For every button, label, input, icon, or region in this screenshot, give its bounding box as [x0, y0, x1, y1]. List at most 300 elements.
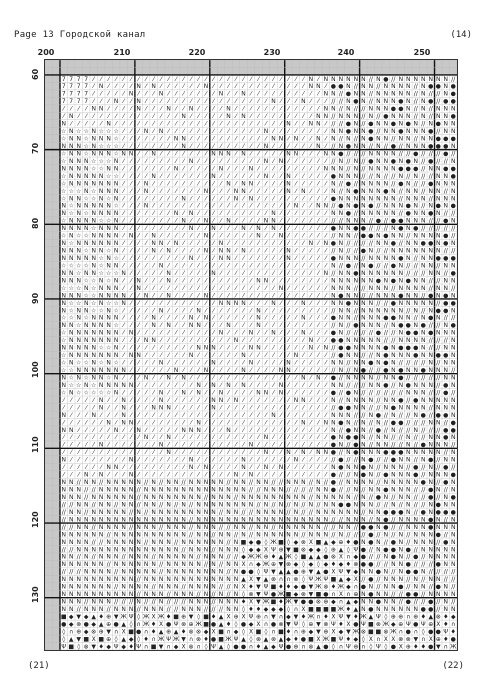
stitch-symbol: ⁄ — [248, 352, 253, 359]
stitch-symbol: ⁄ — [151, 330, 156, 337]
stitch-symbol: // — [354, 83, 359, 90]
stitch-symbol: ⁄ — [189, 165, 194, 172]
stitch-symbol: N — [429, 307, 434, 314]
stitch-symbol: ● — [443, 427, 448, 434]
stitch-symbol: N — [204, 367, 209, 374]
stitch-symbol: // — [354, 248, 359, 255]
stitch-symbol: N — [166, 569, 171, 576]
stitch-symbol: ☆ — [106, 270, 111, 277]
stitch-symbol: ■ — [98, 636, 104, 643]
stitch-symbol: ⁄ — [278, 106, 283, 113]
stitch-symbol: ⁄ — [219, 442, 224, 449]
stitch-symbol: // — [354, 180, 359, 187]
stitch-symbol: N — [376, 292, 381, 299]
stitch-symbol: ● — [301, 584, 306, 591]
stitch-symbol: ⁄ — [226, 83, 231, 90]
stitch-symbol: N — [99, 606, 104, 613]
stitch-symbol: // — [331, 531, 336, 538]
stitch-symbol: ⁄ — [248, 173, 253, 180]
stitch-symbol: N — [129, 546, 134, 553]
stitch-symbol: ⁄ — [286, 106, 291, 113]
stitch-symbol: ⁄ — [286, 270, 291, 277]
stitch-symbol: ▼ — [106, 628, 111, 635]
stitch-symbol: ⊗ — [196, 628, 201, 635]
stitch-symbol: ☆ — [113, 300, 118, 307]
stitch-symbol: ▼ — [279, 561, 284, 568]
stitch-symbol: ⁄ — [234, 106, 239, 113]
stitch-symbol: ⁄ — [278, 210, 283, 217]
stitch-symbol: N — [354, 397, 359, 404]
stitch-symbol: N — [226, 516, 231, 523]
stitch-symbol: ● — [383, 546, 388, 553]
stitch-symbol: // — [421, 180, 426, 187]
stitch-symbol: N — [429, 270, 434, 277]
stitch-symbol: ☆ — [84, 360, 89, 367]
stitch-symbol: ⁄ — [286, 76, 291, 83]
stitch-symbol: N — [429, 367, 434, 374]
stitch-symbol: N — [369, 472, 374, 479]
stitch-symbol: ⁄ — [278, 457, 283, 464]
stitch-symbol: N — [91, 479, 96, 486]
stitch-symbol: ⁄ — [293, 360, 298, 367]
stitch-symbol: // — [354, 419, 359, 426]
stitch-symbol: ⁄ — [226, 367, 231, 374]
stitch-symbol: ● — [398, 584, 403, 591]
stitch-symbol: ● — [248, 569, 253, 576]
stitch-symbol: N — [226, 322, 231, 329]
stitch-symbol: ⁄ — [256, 419, 261, 426]
stitch-symbol: ⁄ — [181, 106, 186, 113]
stitch-symbol: N — [346, 76, 351, 83]
stitch-symbol: ⁄ — [174, 412, 179, 419]
stitch-symbol: N — [219, 479, 224, 486]
stitch-symbol: ● — [451, 165, 456, 172]
stitch-symbol: ⁄ — [323, 427, 328, 434]
stitch-symbol: ⁄ — [174, 472, 179, 479]
stitch-symbol: ⁄ — [174, 255, 179, 262]
stitch-symbol: ● — [428, 606, 433, 613]
stitch-symbol: ⁄ — [301, 113, 306, 120]
stitch-symbol: ⊕ — [181, 613, 186, 620]
stitch-symbol: ▲ — [219, 621, 224, 628]
stitch-symbol: ⁄ — [256, 128, 261, 135]
stitch-symbol: N — [121, 584, 126, 591]
stitch-symbol: ⁄ — [196, 434, 201, 441]
stitch-symbol: ● — [398, 106, 403, 113]
stitch-symbol: // — [339, 136, 344, 143]
stitch-symbol: ⁄ — [151, 98, 156, 105]
stitch-symbol: ⁄ — [316, 158, 321, 165]
stitch-symbol: N — [406, 487, 411, 494]
stitch-symbol: N — [196, 389, 201, 396]
stitch-symbol: N — [204, 599, 209, 606]
stitch-symbol: ⁄ — [91, 113, 96, 120]
stitch-symbol: N — [399, 606, 404, 613]
stitch-symbol: N — [69, 599, 74, 606]
stitch-symbol: ⁄ — [69, 449, 74, 456]
stitch-symbol: Ж — [285, 554, 292, 561]
stitch-symbol: ⁄ — [219, 374, 224, 381]
stitch-symbol: N — [174, 584, 179, 591]
stitch-symbol: N — [301, 300, 306, 307]
stitch-symbol: N — [76, 367, 81, 374]
stitch-symbol: ⁄ — [308, 404, 313, 411]
stitch-symbol: // — [212, 599, 217, 606]
stitch-symbol: ⁄ — [256, 374, 261, 381]
stitch-symbol: N — [99, 494, 104, 501]
stitch-symbol: ⁄ — [61, 464, 66, 471]
stitch-symbol: N — [391, 150, 396, 157]
stitch-symbol: N — [219, 539, 224, 546]
stitch-symbol: // — [271, 524, 276, 531]
stitch-symbol: ⊕ — [338, 539, 343, 546]
stitch-symbol: ● — [451, 300, 456, 307]
stitch-symbol: N — [189, 255, 194, 262]
stitch-symbol: ∩ — [279, 576, 283, 583]
stitch-symbol: N — [279, 285, 284, 292]
stitch-symbol: N — [129, 606, 134, 613]
stitch-symbol: ⁄ — [271, 307, 276, 314]
stitch-symbol: ⁄ — [121, 345, 126, 352]
stitch-symbol: N — [151, 591, 156, 598]
stitch-symbol: N — [301, 479, 306, 486]
stitch-symbol: ⁄ — [129, 218, 134, 225]
stitch-symbol: N — [354, 367, 359, 374]
stitch-symbol: N — [226, 606, 231, 613]
stitch-symbol: ⁄ — [189, 136, 194, 143]
stitch-symbol: ☆ — [84, 248, 89, 255]
stitch-symbol: N — [189, 606, 194, 613]
stitch-symbol: ⁄ — [174, 382, 179, 389]
stitch-symbol: N — [196, 382, 201, 389]
stitch-symbol: N — [361, 76, 366, 83]
stitch-symbol: ⁄ — [144, 322, 149, 329]
stitch-symbol: ⁄ — [323, 158, 328, 165]
stitch-symbol: ● — [428, 98, 433, 105]
stitch-symbol: ◊ — [242, 546, 245, 553]
stitch-symbol: ⁄ — [263, 404, 268, 411]
stitch-symbol: ⁄ — [181, 464, 186, 471]
stitch-symbol: ⁄ — [286, 464, 291, 471]
stitch-symbol: N — [369, 255, 374, 262]
stitch-symbol: N — [129, 419, 134, 426]
stitch-symbol: ● — [331, 173, 336, 180]
stitch-symbol: ⁄ — [174, 397, 179, 404]
stitch-symbol: ● — [421, 412, 426, 419]
stitch-symbol: ⁄ — [204, 195, 209, 202]
stitch-symbol: ⁄ — [204, 76, 209, 83]
stitch-symbol: ⁄ — [129, 434, 134, 441]
stitch-symbol: ⁄ — [278, 143, 283, 150]
stitch-symbol: N — [354, 292, 359, 299]
stitch-symbol: ⁄ — [256, 76, 261, 83]
stitch-symbol: N — [324, 494, 329, 501]
stitch-symbol: N — [189, 315, 194, 322]
stitch-symbol: ⁄ — [159, 188, 164, 195]
stitch-symbol: ⁄ — [84, 449, 89, 456]
stitch-symbol: ☆ — [69, 188, 74, 195]
stitch-symbol: ▲ — [264, 643, 269, 650]
stitch-symbol: N — [84, 330, 89, 337]
stitch-symbol: ● — [376, 599, 381, 606]
stitch-symbol: ⁄ — [196, 464, 201, 471]
stitch-symbol: ⁄ — [248, 203, 253, 210]
stitch-symbol: ⁄ — [248, 106, 253, 113]
stitch-symbol: ⊗ — [316, 599, 321, 606]
stitch-symbol: N — [144, 374, 149, 381]
stitch-symbol: // — [421, 419, 426, 426]
stitch-symbol: ☆ — [84, 143, 89, 150]
stitch-symbol: ⁄ — [241, 374, 246, 381]
stitch-symbol: N — [436, 367, 441, 374]
stitch-symbol: ⁄ — [226, 292, 231, 299]
stitch-symbol: ⁄ — [226, 165, 231, 172]
stitch-symbol: // — [414, 561, 419, 568]
stitch-symbol: ⁄ — [248, 382, 253, 389]
stitch-symbol: N — [234, 487, 239, 494]
stitch-symbol: // — [399, 360, 404, 367]
stitch-symbol: ⁄ — [196, 248, 201, 255]
stitch-symbol: N — [196, 494, 201, 501]
stitch-symbol: ⁄ — [189, 434, 194, 441]
stitch-symbol: N — [234, 337, 239, 344]
stitch-symbol: // — [339, 121, 344, 128]
stitch-symbol: N — [301, 330, 306, 337]
stitch-symbol: ■ — [256, 628, 262, 635]
stitch-symbol: // — [354, 382, 359, 389]
stitch-symbol: ☆ — [69, 300, 74, 307]
stitch-symbol: N — [106, 464, 111, 471]
stitch-symbol: ▼ — [309, 584, 314, 591]
stitch-symbol: N — [219, 397, 224, 404]
stitch-symbol: N — [399, 531, 404, 538]
stitch-symbol: ⁄ — [136, 389, 141, 396]
stitch-symbol: N — [211, 576, 216, 583]
stitch-symbol: ⁄ — [234, 248, 239, 255]
page-footer-right-ref: (22) — [442, 661, 464, 671]
stitch-symbol: N — [309, 337, 314, 344]
stitch-symbol: // — [346, 382, 351, 389]
stitch-symbol: ⁄ — [121, 76, 126, 83]
stitch-symbol: N — [421, 128, 426, 135]
stitch-symbol: N — [399, 315, 404, 322]
stitch-symbol: N — [444, 106, 449, 113]
stitch-symbol: // — [354, 315, 359, 322]
stitch-symbol: N — [84, 539, 89, 546]
stitch-symbol: // — [421, 599, 426, 606]
stitch-symbol: // — [391, 389, 396, 396]
stitch-symbol: ⁄ — [293, 240, 298, 247]
stitch-symbol: // — [429, 91, 434, 98]
stitch-symbol: N — [91, 143, 96, 150]
stitch-symbol: ⁄ — [121, 315, 126, 322]
stitch-symbol: N — [151, 240, 156, 247]
stitch-symbol: Ж — [263, 599, 270, 606]
stitch-symbol: ⁄ — [106, 397, 111, 404]
stitch-symbol: // — [391, 531, 396, 538]
stitch-symbol: ⁄ — [196, 442, 201, 449]
stitch-symbol: N — [421, 457, 426, 464]
stitch-symbol: ⁄ — [241, 158, 246, 165]
stitch-symbol: ⁄ — [159, 113, 164, 120]
stitch-symbol: ⁄ — [144, 121, 149, 128]
stitch-symbol: ⁄ — [271, 382, 276, 389]
stitch-symbol: ⁄ — [241, 210, 246, 217]
stitch-symbol: N — [301, 315, 306, 322]
stitch-symbol: // — [234, 494, 239, 501]
stitch-symbol: N — [91, 531, 96, 538]
stitch-symbol: N — [421, 91, 426, 98]
stitch-symbol: N — [264, 516, 269, 523]
stitch-symbol: N — [84, 516, 89, 523]
stitch-symbol: N — [384, 479, 389, 486]
stitch-symbol: N — [249, 442, 254, 449]
stitch-symbol: N — [211, 360, 216, 367]
stitch-symbol: N — [361, 494, 366, 501]
stitch-symbol: ♦ — [278, 599, 283, 606]
stitch-symbol: ☆ — [91, 195, 96, 202]
stitch-symbol: N — [234, 584, 239, 591]
stitch-symbol: ⁄ — [256, 337, 261, 344]
stitch-symbol: N — [436, 165, 441, 172]
stitch-symbol: ⁄ — [234, 128, 239, 135]
stitch-symbol: ● — [368, 531, 373, 538]
stitch-symbol: ⁄ — [234, 240, 239, 247]
stitch-symbol: ⁄ — [204, 427, 209, 434]
stitch-symbol: ⁄ — [166, 165, 171, 172]
stitch-symbol: ⁄ — [181, 382, 186, 389]
stitch-symbol: N — [234, 509, 239, 516]
stitch-symbol: N — [151, 539, 156, 546]
stitch-symbol: ● — [241, 569, 246, 576]
stitch-symbol: N — [181, 591, 186, 598]
stitch-symbol: // — [384, 457, 389, 464]
stitch-symbol: ⁄ — [226, 434, 231, 441]
stitch-symbol: ⁄ — [248, 136, 253, 143]
stitch-symbol: ⁄ — [151, 374, 156, 381]
stitch-symbol: N — [129, 494, 134, 501]
stitch-symbol: ☆ — [98, 128, 103, 135]
stitch-symbol: // — [406, 233, 411, 240]
stitch-symbol: ⁄ — [219, 277, 224, 284]
stitch-symbol: ☆ — [106, 173, 111, 180]
stitch-symbol: ⁄ — [166, 240, 171, 247]
stitch-symbol: N — [121, 300, 126, 307]
stitch-symbol: // — [436, 389, 441, 396]
stitch-symbol: // — [384, 561, 389, 568]
stitch-symbol: ⁄ — [174, 248, 179, 255]
stitch-symbol: // — [309, 479, 314, 486]
stitch-symbol: ⁄ — [121, 285, 126, 292]
stitch-symbol: ⁄ — [151, 457, 156, 464]
stitch-symbol: ⁄ — [204, 91, 209, 98]
stitch-symbol: ⁄ — [241, 255, 246, 262]
stitch-symbol: ⁄ — [151, 270, 156, 277]
stitch-symbol: ☆ — [61, 367, 66, 374]
stitch-symbol: N — [76, 561, 81, 568]
stitch-symbol: ⁄ — [204, 419, 209, 426]
stitch-symbol: N — [144, 524, 149, 531]
stitch-symbol: N — [136, 277, 141, 284]
stitch-symbol: // — [167, 599, 172, 606]
stitch-symbol: ⁄ — [84, 442, 89, 449]
stitch-symbol: ⁄ — [166, 128, 171, 135]
stitch-symbol: N — [166, 554, 171, 561]
stitch-symbol: N — [444, 561, 449, 568]
stitch-symbol: N — [189, 576, 194, 583]
stitch-symbol: ⊕ — [398, 613, 403, 620]
stitch-symbol: // — [376, 554, 381, 561]
stitch-symbol: ⁄ — [323, 307, 328, 314]
stitch-symbol: Ψ — [264, 569, 269, 576]
stitch-symbol: // — [376, 374, 381, 381]
stitch-symbol: ⊕ — [398, 621, 403, 628]
stitch-symbol: ⁄ — [196, 337, 201, 344]
stitch-symbol: N — [61, 539, 66, 546]
stitch-symbol: // — [414, 434, 419, 441]
stitch-symbol: ● — [338, 352, 343, 359]
stitch-symbol: N — [106, 136, 111, 143]
stitch-symbol: N — [219, 330, 224, 337]
stitch-symbol: ⁄ — [301, 434, 306, 441]
stitch-symbol: ⁄ — [316, 128, 321, 135]
stitch-symbol: ⁄ — [226, 143, 231, 150]
stitch-symbol: ⁄ — [234, 218, 239, 225]
stitch-symbol: ∩ — [69, 628, 73, 635]
stitch-symbol: N — [301, 449, 306, 456]
stitch-symbol: ☆ — [98, 262, 103, 269]
stitch-symbol: N — [61, 210, 66, 217]
stitch-symbol: ⁄ — [234, 113, 239, 120]
stitch-symbol: ◆ — [286, 613, 291, 620]
stitch-symbol: ⁄ — [196, 404, 201, 411]
stitch-symbol: ⁄ — [196, 285, 201, 292]
stitch-symbol: N — [429, 248, 434, 255]
stitch-symbol: ● — [383, 382, 388, 389]
stitch-symbol: X — [182, 643, 186, 650]
stitch-symbol: ⁄ — [308, 180, 313, 187]
stitch-symbol: ⁄ — [196, 277, 201, 284]
stitch-symbol: ⁄ — [219, 427, 224, 434]
stitch-symbol: // — [436, 599, 441, 606]
stitch-symbol: N — [256, 524, 261, 531]
stitch-symbol: ♦ — [128, 643, 133, 650]
stitch-symbol: ● — [391, 143, 396, 150]
stitch-symbol: ◆ — [339, 561, 344, 568]
stitch-symbol: N — [69, 270, 74, 277]
stitch-symbol: ⁄ — [219, 83, 224, 90]
stitch-symbol: ● — [413, 472, 418, 479]
stitch-symbol: // — [84, 487, 89, 494]
stitch-symbol: // — [384, 173, 389, 180]
stitch-symbol: N — [391, 203, 396, 210]
stitch-symbol: N — [444, 404, 449, 411]
stitch-symbol: N — [361, 501, 366, 508]
stitch-symbol: N — [361, 360, 366, 367]
stitch-symbol: ⁄ — [286, 352, 291, 359]
stitch-symbol: // — [339, 262, 344, 269]
stitch-symbol: N — [241, 494, 246, 501]
stitch-symbol: ⁄ — [301, 195, 306, 202]
stitch-symbol: ⁄ — [136, 307, 141, 314]
stitch-symbol: ● — [361, 233, 366, 240]
stitch-symbol: ⁄ — [278, 121, 283, 128]
stitch-symbol: N — [271, 509, 276, 516]
stitch-symbol: N — [421, 389, 426, 396]
stitch-symbol: ⁄ — [316, 442, 321, 449]
stitch-symbol: N — [76, 352, 81, 359]
stitch-symbol: ⁄ — [323, 412, 328, 419]
